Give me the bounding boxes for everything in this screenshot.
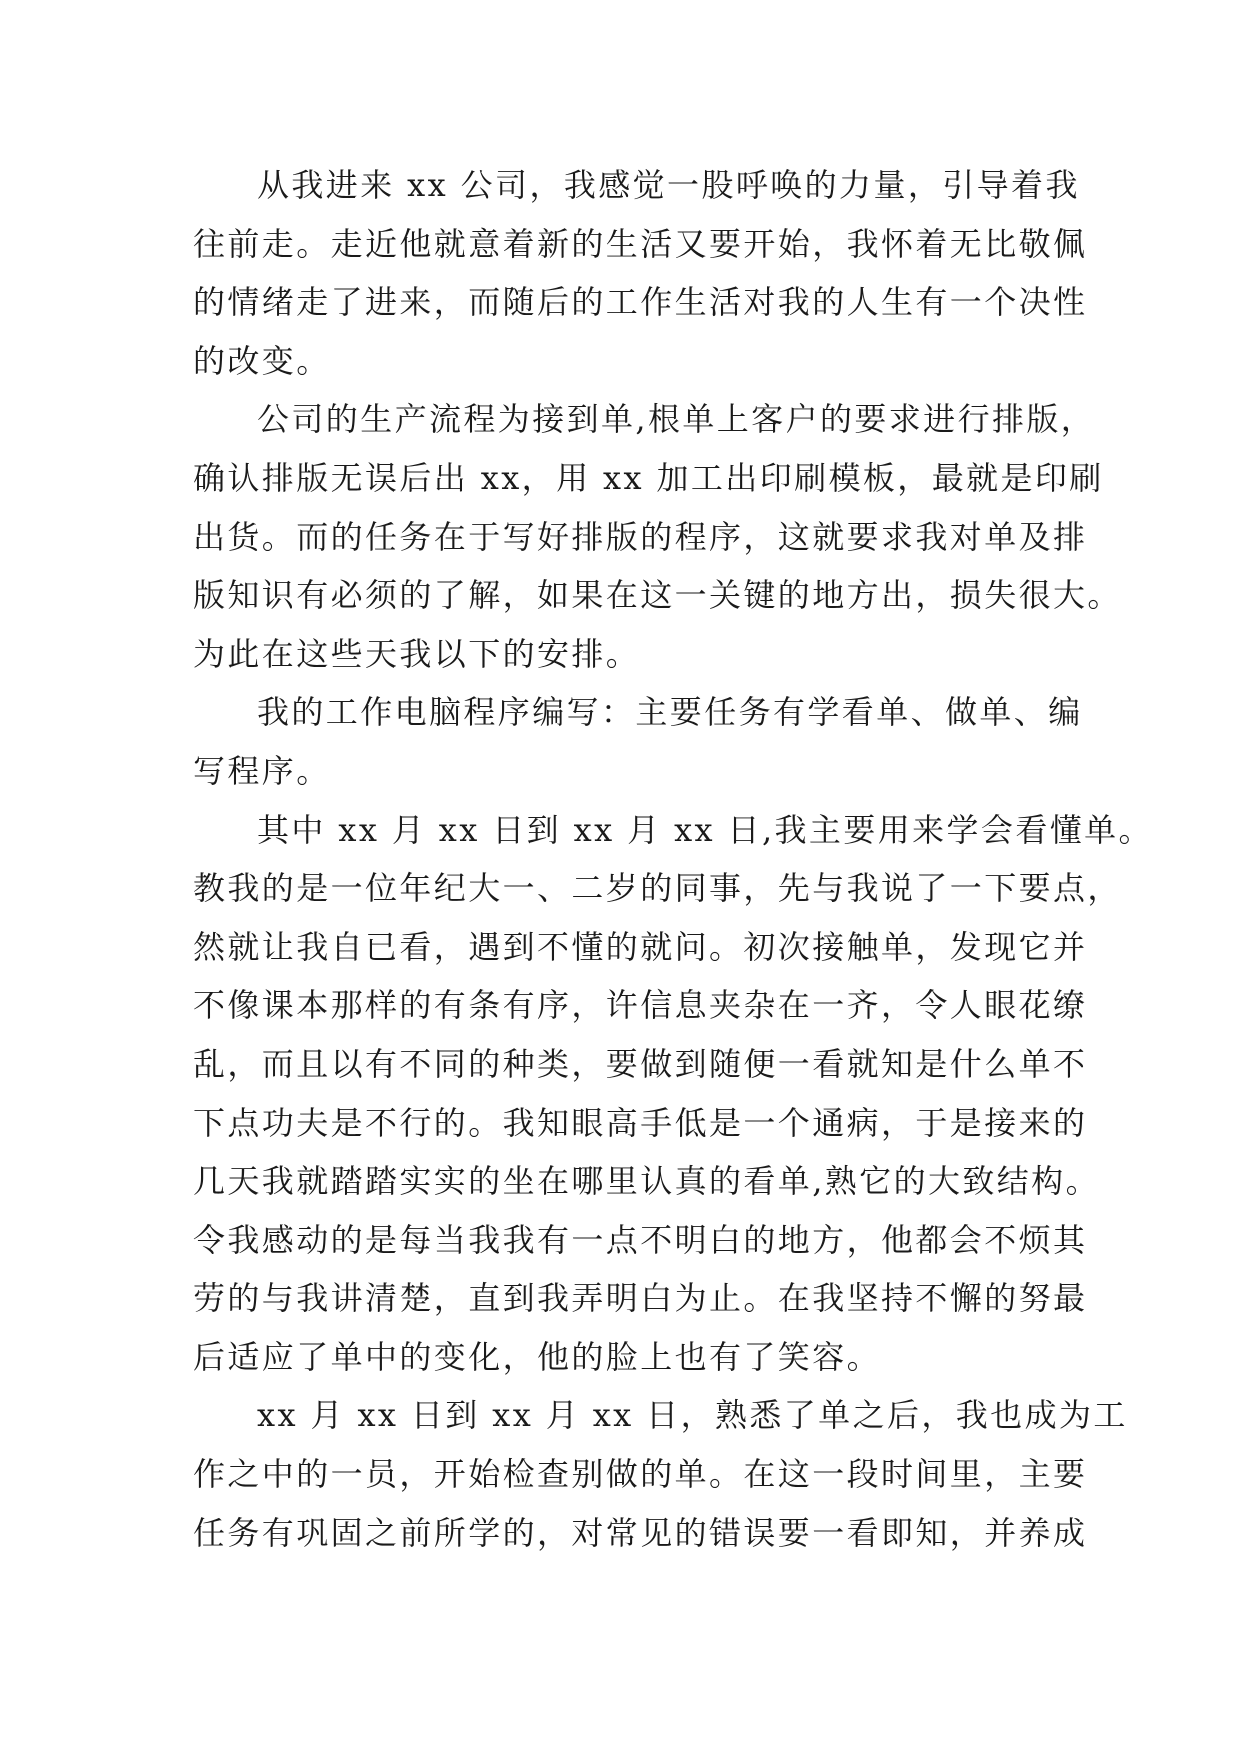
paragraph-3 — [193, 683, 1083, 800]
text-line: xx 月 xx 日到 xx 月 xx 日，熟悉了单之后，我也成为工 — [257, 1396, 1128, 1435]
text-line: 任务有巩固之前所学的，对常见的错误要一看即知，并养成 — [193, 1513, 1088, 1552]
paragraph-5 — [193, 1386, 1128, 1562]
text-line: 确认排版无误后出 xx，用 xx 加工出印刷模板，最就是印刷 — [193, 458, 1104, 497]
text-line: 下点功夫是不行的。我知眼高手低是一个通病，于是接来的 — [193, 1103, 1088, 1142]
text-line: 从我进来 xx 公司，我感觉一股呼唤的力量，引导着我 — [257, 166, 1080, 204]
text-line: 公司的生产流程为接到单,根单上客户的要求进行排版， — [257, 400, 1096, 439]
text-line: 为此在这些天我以下的安排。 — [193, 634, 641, 673]
text-line: 的改变。 — [193, 341, 331, 380]
paragraph-2 — [193, 390, 1122, 683]
text-line: 乱，而且以有不同的种类，要做到随便一看就知是什么单不 — [193, 1044, 1088, 1083]
text-line: 版知识有必须的了解，如果在这一关键的地方出，损失很大。 — [193, 576, 1122, 615]
text-line: 作之中的一员，开始检查别做的单。在这一段时间里，主要 — [193, 1455, 1088, 1494]
text-line: 后适应了单中的变化，他的脸上也有了笑容。 — [193, 1337, 882, 1376]
text-line: 不像课本那样的有条有序，许信息夹杂在一齐，令人眼花缭 — [193, 986, 1088, 1025]
text-line: 劳的与我讲清楚，直到我弄明白为止。在我坚持不懈的努最 — [193, 1279, 1088, 1318]
text-line: 教我的是一位年纪大一、二岁的同事，先与我说了一下要点， — [193, 869, 1122, 908]
text-line: 我的工作电脑程序编写：主要任务有学看单、做单、编 — [257, 693, 1083, 732]
paragraph-1 — [193, 156, 1088, 390]
text-line: 写程序。 — [193, 751, 331, 790]
text-line: 令我感动的是每当我我有一点不明白的地方，他都会不烦其 — [193, 1220, 1088, 1259]
text-line: 几天我就踏踏实实的坐在哪里认真的看单,熟它的大致结构。 — [193, 1162, 1100, 1201]
paragraph-4 — [193, 801, 1153, 1387]
text-line: 其中 xx 月 xx 日到 xx 月 xx 日,我主要用来学会看懂单。 — [257, 810, 1153, 849]
document-body — [193, 156, 1153, 1562]
text-line: 的情绪走了进来，而随后的工作生活对我的人生有一个决性 — [193, 283, 1088, 322]
text-line: 然就让我自已看，遇到不懂的就问。初次接触单，发现它并 — [193, 927, 1088, 966]
text-line: 往前走。走近他就意着新的生活又要开始，我怀着无比敬佩 — [193, 224, 1088, 263]
text-line: 出货。而的任务在于写好排版的程序，这就要求我对单及排 — [193, 517, 1088, 556]
